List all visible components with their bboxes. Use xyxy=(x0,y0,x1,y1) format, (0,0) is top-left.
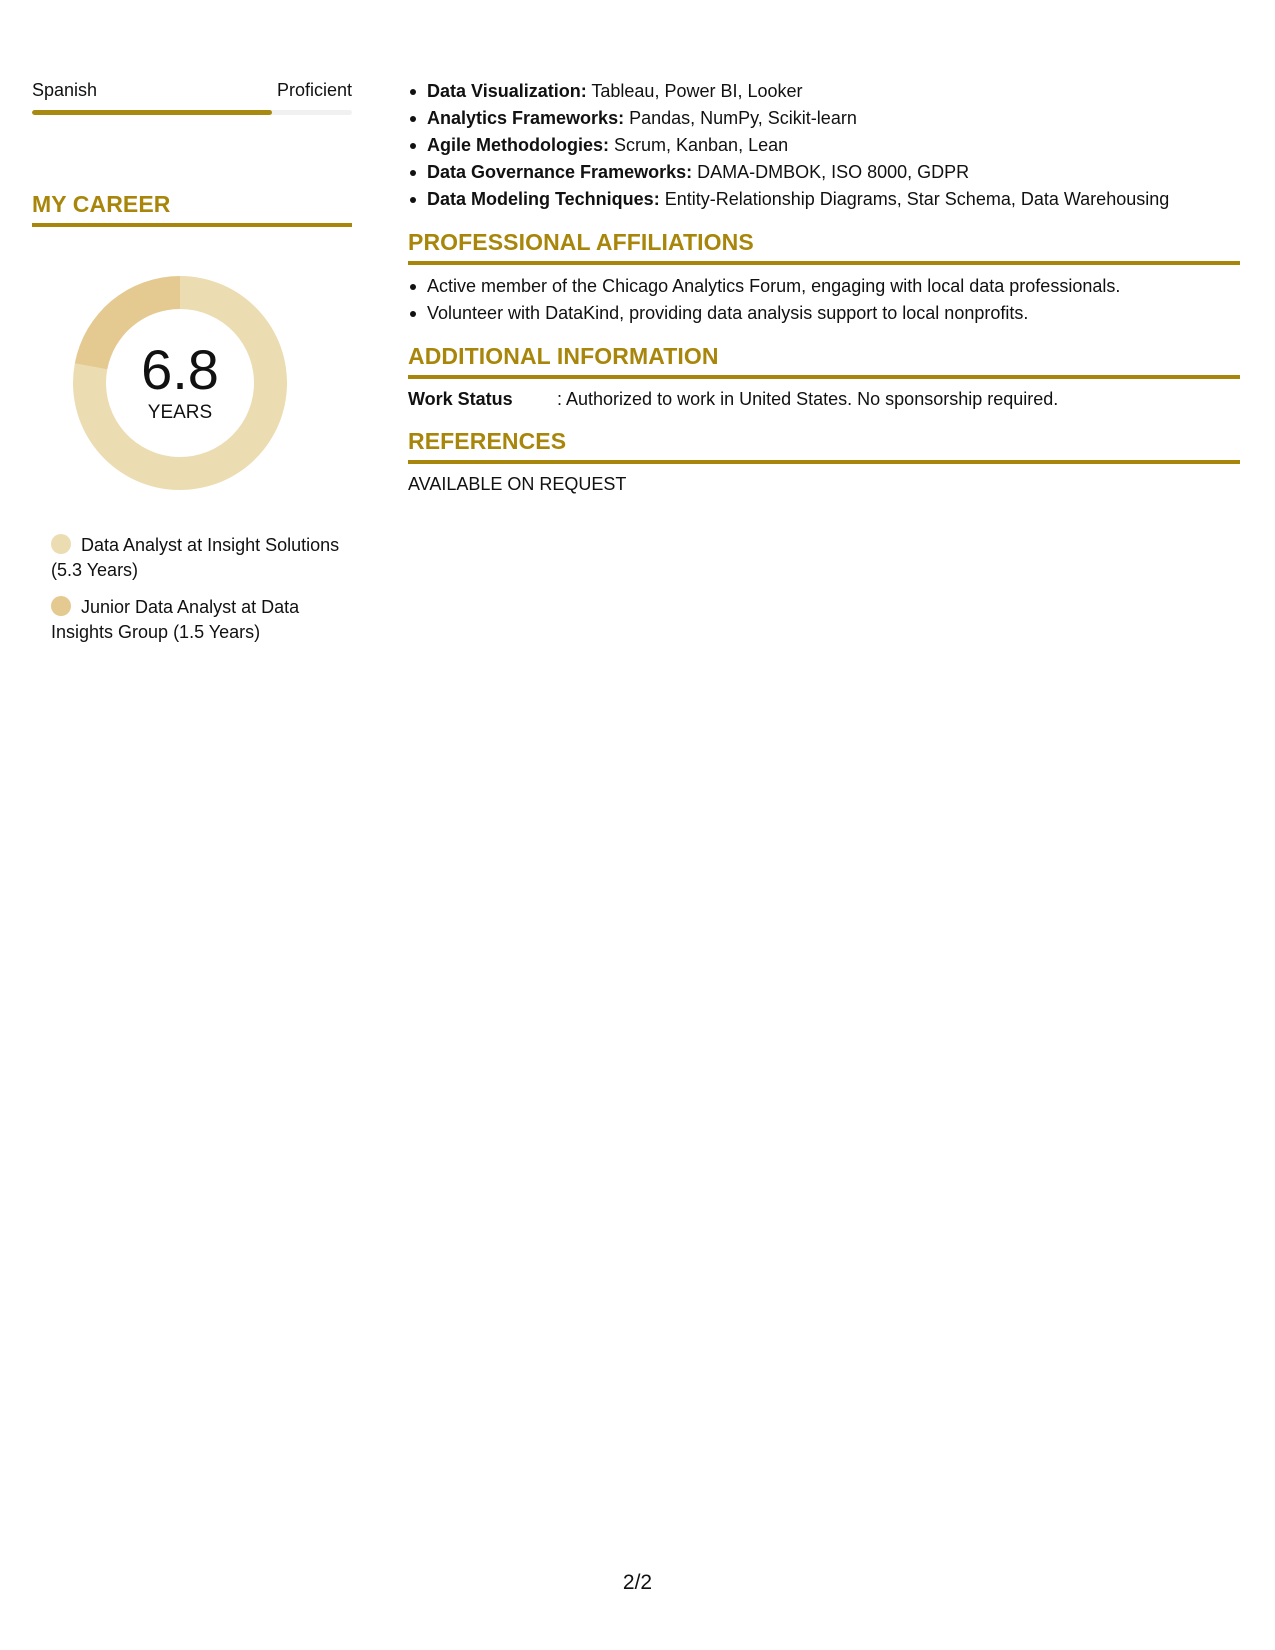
page-number: 2/2 xyxy=(622,1571,653,1594)
skill-item xyxy=(427,78,1240,105)
affiliation-item: Active member of the Chicago Analytics Forum, engaging with local data professionals. xyxy=(427,273,1240,300)
affiliation-item: Volunteer with DataKind, providing data analysis support to local nonprofits. xyxy=(427,300,1240,327)
skill-label: Analytics Frameworks: xyxy=(427,108,625,128)
references-text: AVAILABLE ON REQUEST xyxy=(408,474,627,494)
skill-value: Scrum, Kanban, Lean xyxy=(609,135,789,155)
skill-label: Data Visualization: xyxy=(427,81,587,101)
language-proficiency-fill xyxy=(32,110,272,115)
skill-value: Entity-Relationship Diagrams, Star Schema, Data Warehousing xyxy=(659,189,1170,209)
legend-dot-icon xyxy=(51,534,71,554)
legend-label: Junior Data Analyst at Data Insights Group (1.5 Years) xyxy=(51,597,300,642)
skill-label: Data Modeling Techniques: xyxy=(427,189,660,209)
skills-list xyxy=(408,78,1240,213)
legend-dot-icon xyxy=(51,596,71,616)
info-value: : Authorized to work in United States. No sponsorship required. xyxy=(557,389,1059,409)
legend-item xyxy=(51,595,341,645)
affiliations-list xyxy=(408,273,1240,327)
affiliations-heading: PROFESSIONAL AFFILIATIONS xyxy=(408,227,1240,265)
career-heading: MY CAREER xyxy=(32,189,352,227)
additional-info-heading: ADDITIONAL INFORMATION xyxy=(408,341,1240,379)
career-total-number: 6.8 xyxy=(141,338,219,401)
career-total-unit: YEARS xyxy=(147,402,213,423)
left-column xyxy=(32,78,352,657)
legend-item xyxy=(51,533,341,583)
references-heading: REFERENCES xyxy=(408,426,1240,464)
info-key: Work Status xyxy=(408,389,513,409)
skill-item xyxy=(427,159,1240,186)
skill-item xyxy=(427,186,1240,213)
skill-value: DAMA-DMBOK, ISO 8000, GDPR xyxy=(692,162,970,182)
language-level: Proficient xyxy=(276,80,352,100)
legend-label: Data Analyst at Insight Solutions (5.3 Years) xyxy=(51,535,340,580)
skill-label: Agile Methodologies: xyxy=(427,135,609,155)
language-item xyxy=(32,78,352,115)
skill-item xyxy=(427,132,1240,159)
career-legend xyxy=(51,533,341,645)
language-name: Spanish xyxy=(32,80,98,100)
right-column xyxy=(408,78,1240,497)
career-donut-chart xyxy=(66,269,294,497)
skill-value: Pandas, NumPy, Scikit-learn xyxy=(624,108,857,128)
skill-value: Tableau, Power BI, Looker xyxy=(586,81,803,101)
skill-item xyxy=(427,105,1240,132)
language-proficiency-bar xyxy=(32,110,352,115)
skill-label: Data Governance Frameworks: xyxy=(427,162,693,182)
info-row xyxy=(408,387,1240,412)
